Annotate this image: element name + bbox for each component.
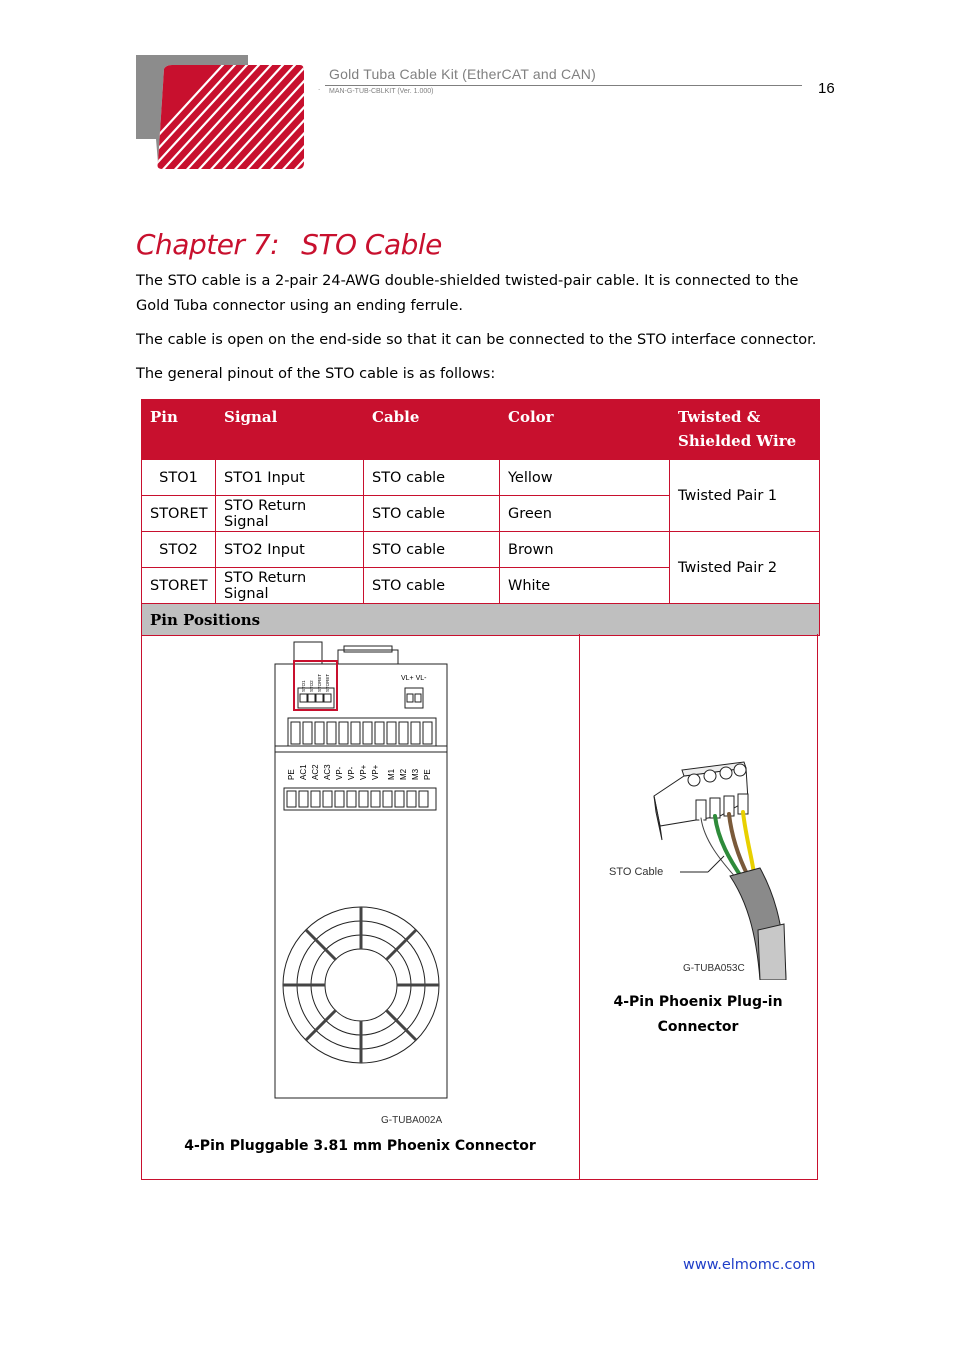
terminal-label: PE (287, 769, 296, 780)
sto-pin-label: STORET (325, 673, 330, 692)
cell-pin: STORET (142, 496, 216, 532)
vl-label: VL+ VL- (401, 675, 427, 682)
cell-color: Green (500, 496, 670, 532)
left-figure-code: G-TUBA002A (381, 1115, 443, 1126)
cell-pin: STORET (142, 568, 216, 604)
terminal-label: AC1 (299, 764, 308, 780)
cell-color: White (500, 568, 670, 604)
pin-positions-label: Pin Positions (142, 604, 820, 636)
pin-positions-row (142, 604, 820, 636)
cell-signal: STO Return Signal (216, 496, 364, 532)
cell-signal: STO1 Input (216, 460, 364, 496)
header-rule (325, 85, 802, 86)
cell-cable: STO cable (364, 568, 500, 604)
drive-drawing (270, 640, 452, 1102)
chapter-heading (136, 228, 442, 261)
terminal-label: M1 (387, 768, 396, 780)
sto-pin-label: STO1 (301, 680, 306, 692)
header-doc-id: MAN-G-TUB-CBLKIT (Ver. 1.000) (329, 88, 434, 95)
footer-url-link[interactable]: www.elmomc.com (683, 1257, 816, 1273)
header-bullet: · (318, 86, 321, 94)
table-header-row (142, 400, 820, 460)
page-number: 16 (818, 80, 835, 97)
col-header-signal: Signal (216, 400, 364, 460)
terminal-label: VP- (347, 766, 356, 780)
terminal-label: M2 (399, 768, 408, 780)
cell-signal: STO2 Input (216, 532, 364, 568)
cell-color: Yellow (500, 460, 670, 496)
cell-color: Brown (500, 532, 670, 568)
table-row (142, 532, 820, 568)
cell-signal: STO Return Signal (216, 568, 364, 604)
sto-pin-label: STO2 (309, 680, 314, 692)
chapter-number: Chapter 7: (136, 228, 280, 261)
right-figure-code: G-TUBA053C (683, 963, 745, 974)
cell-cable: STO cable (364, 532, 500, 568)
sto-pin-label: STORET (317, 673, 322, 692)
col-header-cable: Cable (364, 400, 500, 460)
elmo-logo (136, 55, 304, 169)
left-figure-caption: 4-Pin Pluggable 3.81 mm Phoenix Connector (184, 1138, 536, 1154)
cell-pair: Twisted Pair 2 (670, 532, 820, 604)
paragraph-open-end: The cable is open on the end-side so that it can be connected to the STO interface connector. (136, 332, 817, 348)
right-figure-caption: 4-Pin Phoenix Plug-in Connector (613, 994, 783, 1035)
terminal-label: VP- (335, 766, 344, 780)
terminal-label: VP+ (359, 764, 368, 780)
terminal-label: AC2 (311, 764, 320, 780)
right-figure-label: STO Cable (609, 866, 664, 878)
col-header-color: Color (500, 400, 670, 460)
col-header-twisted: Twisted & Shielded Wire (670, 400, 820, 460)
cell-pin: STO1 (142, 460, 216, 496)
cell-pin: STO2 (142, 532, 216, 568)
cell-cable: STO cable (364, 460, 500, 496)
terminal-label: AC3 (323, 764, 332, 780)
paragraph-pinout: The general pinout of the STO cable is as follows: (136, 366, 496, 382)
chapter-title: STO Cable (301, 228, 442, 261)
terminal-label: M3 (411, 768, 420, 780)
terminal-label: PE (423, 769, 432, 780)
cell-cable: STO cable (364, 496, 500, 532)
col-header-pin: Pin (142, 400, 216, 460)
pinout-table (141, 399, 820, 636)
pin-positions-divider (579, 634, 580, 1180)
terminal-label: VP+ (371, 764, 380, 780)
table-row (142, 460, 820, 496)
header-title: Gold Tuba Cable Kit (EtherCAT and CAN) (329, 66, 596, 82)
cell-pair: Twisted Pair 1 (670, 460, 820, 532)
paragraph-intro: The STO cable is a 2-pair 24-AWG double-shielded twisted-pair cable. It is connected to the Gold Tuba connector using an ending ferrule. (136, 273, 799, 314)
